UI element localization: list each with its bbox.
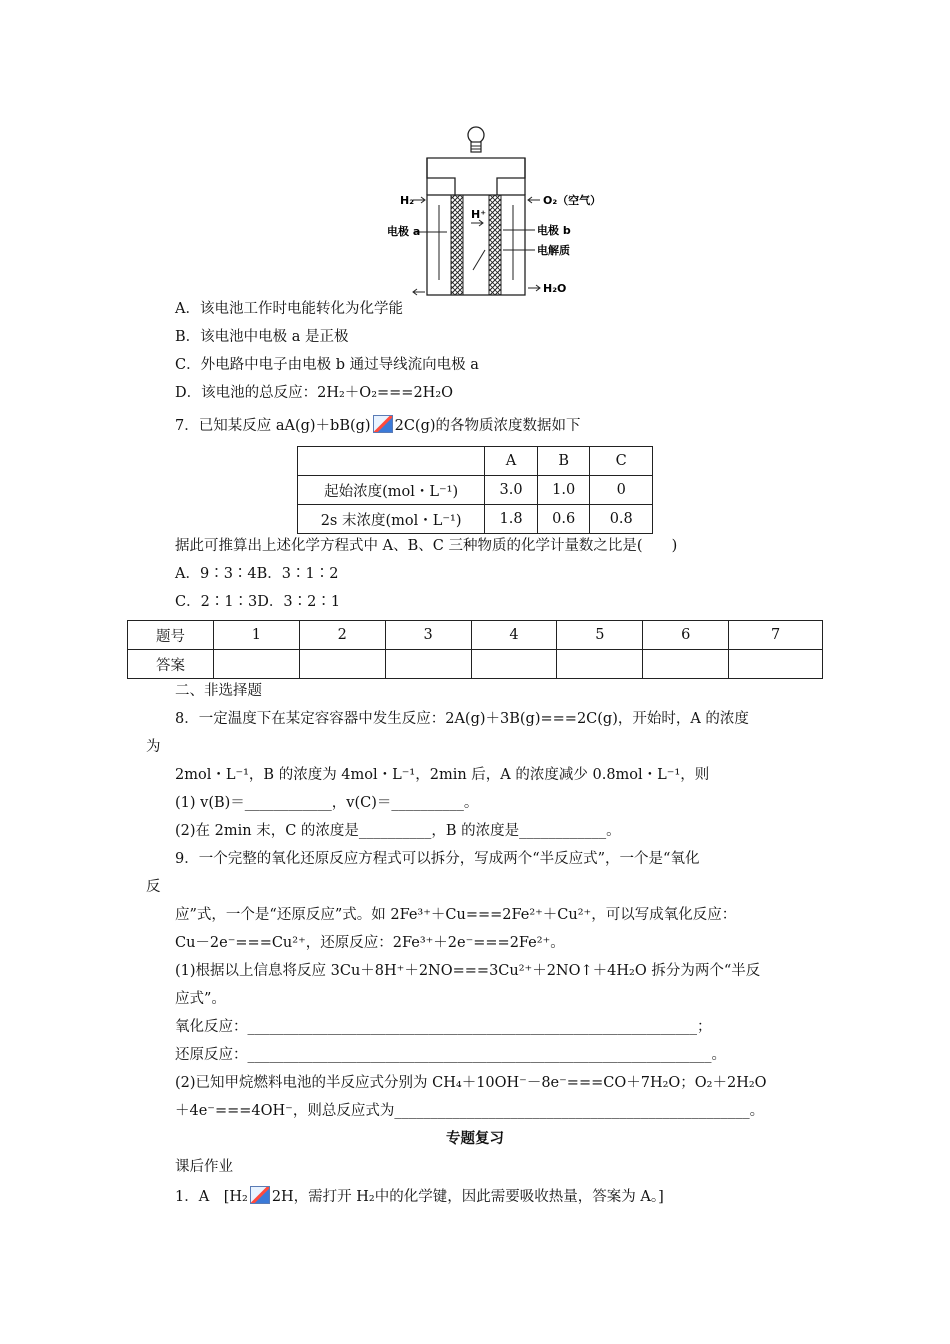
lightbulb-icon [468, 127, 484, 152]
table-cell: 1.8 [485, 505, 538, 534]
section-2-title: 二、非选择题 [175, 683, 262, 699]
table-cell: 0 [590, 476, 653, 505]
q8-line-4: (1) v(B)＝____________，v(C)＝__________。 [175, 795, 479, 811]
q9-line-10: ＋4e⁻===4OH⁻，则总反应式为_________________________________________________。 [175, 1103, 765, 1119]
q9-line-3: 应”式，一个是“还原反应”式。如 2Fe³⁺＋Cu===2Fe²⁺＋Cu²⁺，可以写成氧化反应： [175, 907, 737, 923]
table-row [298, 447, 653, 476]
table-cell: C [590, 447, 653, 476]
q9-line-1: 9．一个完整的氧化还原反应方程式可以拆分，写成两个“半反应式”，一个是“氧化 [175, 851, 700, 867]
answer-1 [175, 1186, 664, 1207]
answer-blank[interactable] [471, 650, 557, 679]
table-cell [298, 447, 485, 476]
answer-blank[interactable] [299, 650, 385, 679]
table-cell: 4 [471, 621, 557, 650]
table-cell: 5 [557, 621, 643, 650]
review-title: 专题复习 [446, 1131, 504, 1147]
fuel-cell-diagram [385, 120, 605, 302]
table-cell: 2 [299, 621, 385, 650]
q8-line-1: 8．一定温度下在某定容容器中发生反应：2A(g)＋3B(g)===2C(g)，开始时，A 的浓度 [175, 711, 749, 727]
q6-option-b: B．该电池中电极 a 是正极 [175, 329, 349, 345]
table-cell: 答案 [128, 650, 214, 679]
q8-line-3: 2mol・L⁻¹，B 的浓度为 4mol・L⁻¹，2min 后，A 的浓度减少 0.8mol・L⁻¹，则 [175, 767, 710, 783]
answer-blank[interactable] [643, 650, 729, 679]
answer-table [127, 620, 823, 679]
answer-1-post: 2H，需打开 H₂中的化学键，因此需要吸收热量，答案为 A。] [271, 1189, 664, 1205]
table-cell: 起始浓度(mol・L⁻¹) [298, 476, 485, 505]
label-electrode-b: 电极 b [537, 224, 571, 237]
table-cell: 3.0 [485, 476, 538, 505]
homework-label: 课后作业 [175, 1159, 233, 1175]
q7-options-ab: A．9∶3∶4B．3∶1∶2 [175, 566, 339, 582]
q9-reduction-line: 还原反应：________________________________________________________________。 [175, 1047, 726, 1063]
table-cell: 0.8 [590, 505, 653, 534]
table-cell: A [485, 447, 538, 476]
table-cell: 2s 末浓度(mol・L⁻¹) [298, 505, 485, 534]
q9-line-5: (1)根据以上信息将反应 3Cu＋8H⁺＋2NO===3Cu²⁺＋2NO↑＋4H₂O 拆分为两个“半反 [175, 963, 761, 979]
q7-question: 据此可推算出上述化学方程式中 A、B、C 三种物质的化学计量数之比是( ) [175, 538, 678, 554]
table-cell: 0.6 [537, 505, 590, 534]
label-o2: O₂（空气） [543, 194, 602, 207]
q9-line-4: Cu－2e⁻===Cu²⁺，还原反应：2Fe³⁺＋2e⁻===2Fe²⁺。 [175, 935, 565, 951]
answer-1-pre: 1．A [H₂ [175, 1189, 248, 1205]
q6-option-d: D．该电池的总反应：2H₂＋O₂===2H₂O [175, 385, 454, 401]
table-cell: 3 [385, 621, 471, 650]
reaction-arrow-icon [250, 1186, 270, 1204]
q9-line-9: (2)已知甲烷燃料电池的半反应式分别为 CH₄＋10OH⁻－8e⁻===CO＋7H₂O；O₂＋2H₂O [175, 1075, 767, 1091]
q7-stem [175, 415, 581, 436]
table-cell: 题号 [128, 621, 214, 650]
table-cell: B [537, 447, 590, 476]
q9-line-2: 反 [146, 879, 161, 895]
q7-concentration-table [297, 446, 653, 534]
answer-blank[interactable] [213, 650, 299, 679]
table-row [298, 505, 653, 534]
table-row [298, 476, 653, 505]
table-cell: 1 [213, 621, 299, 650]
table-cell: 7 [729, 621, 823, 650]
q8-line-5: (2)在 2min 末，C 的浓度是__________，B 的浓度是____________。 [175, 823, 621, 839]
q8-line-2: 为 [146, 739, 161, 755]
label-hplus: H⁺ [471, 208, 487, 221]
label-h2o: H₂O [543, 282, 567, 295]
q9-oxidation-line: 氧化反应：______________________________________________________________； [175, 1019, 712, 1035]
label-h2: H₂ [400, 194, 415, 207]
q7-stem-pre: 7．已知某反应 aA(g)＋bB(g) [175, 418, 371, 434]
reversible-arrow-icon [373, 415, 393, 433]
table-cell: 6 [643, 621, 729, 650]
table-row [128, 621, 823, 650]
answer-blank[interactable] [557, 650, 643, 679]
label-electrolyte: 电解质 [537, 244, 570, 257]
table-cell: 1.0 [537, 476, 590, 505]
answer-blank[interactable] [385, 650, 471, 679]
q7-options-cd: C．2∶1∶3D．3∶2∶1 [175, 594, 341, 610]
q9-line-6: 应式”。 [175, 991, 226, 1007]
q7-stem-post: 2C(g)的各物质浓度数据如下 [394, 418, 581, 434]
table-row [128, 650, 823, 679]
answer-blank[interactable] [729, 650, 823, 679]
q6-option-a: A．该电池工作时电能转化为化学能 [175, 301, 403, 317]
label-electrode-a: 电极 a [387, 225, 421, 238]
q6-option-c: C．外电路中电子由电极 b 通过导线流向电极 a [175, 357, 479, 373]
